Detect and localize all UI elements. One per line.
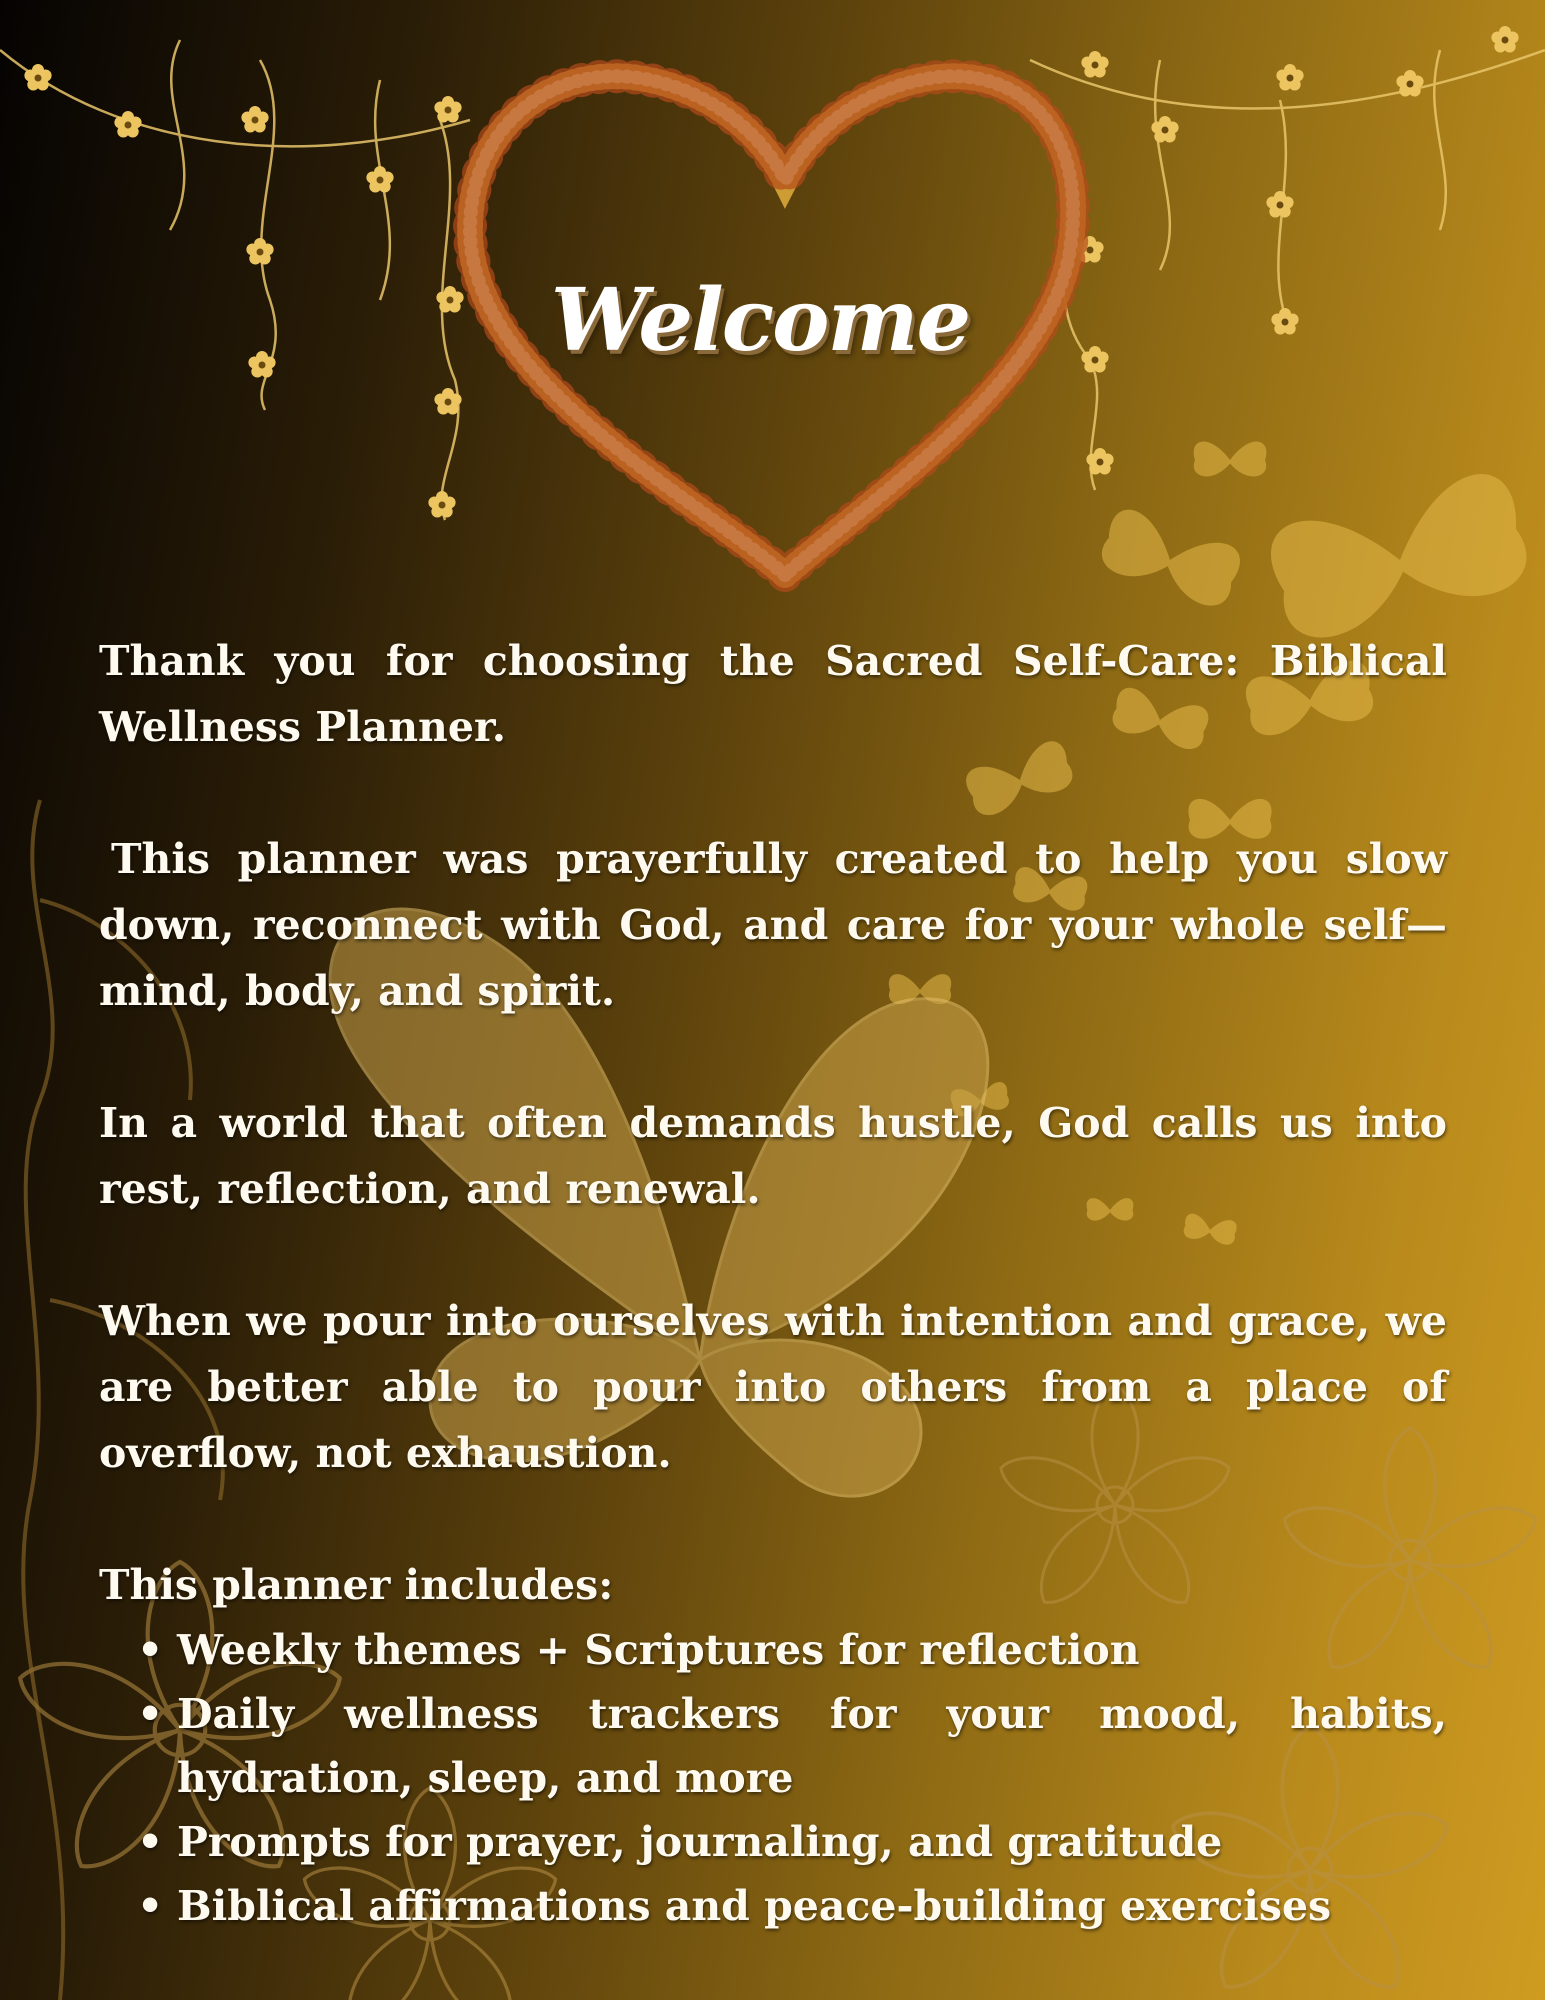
purpose-paragraph: This planner was prayerfully created to help you slow down, reconnect with God, and care for your whole self—mind, body, and spirit. [99,835,1447,1015]
rest-paragraph: In a world that often demands hustle, God calls us into rest, reflection, and renewal. [99,1099,1447,1213]
overflow-paragraph: When we pour into ourselves with intention and grace, we are better able to pour into others from a place of overflow, not exhaustion. [99,1297,1447,1477]
includes-list [99,1618,1447,1938]
list-item [137,1682,1447,1810]
list-item [137,1874,1447,1938]
bullet-icon: • [137,1626,164,1674]
list-item [137,1810,1447,1874]
list-item [137,1618,1447,1682]
intro-paragraph: Thank you for choosing the Sacred Self-Care: Biblical Wellness Planner. [99,637,1447,751]
list-item-text: Daily wellness trackers for your mood, habits, hydration, sleep, and more [177,1690,1447,1802]
list-item-text: Prompts for prayer, journaling, and gratitude [177,1818,1223,1866]
list-item-text: Weekly themes + Scriptures for reflection [177,1626,1140,1674]
list-item-text: Biblical affirmations and peace-building exercises [177,1882,1332,1930]
bullet-icon: • [137,1818,164,1866]
includes-heading: This planner includes: [99,1561,614,1609]
bullet-icon: • [137,1690,164,1738]
page-title: Welcome [550,270,970,371]
bullet-icon: • [137,1882,164,1930]
welcome-body [99,628,1447,1938]
